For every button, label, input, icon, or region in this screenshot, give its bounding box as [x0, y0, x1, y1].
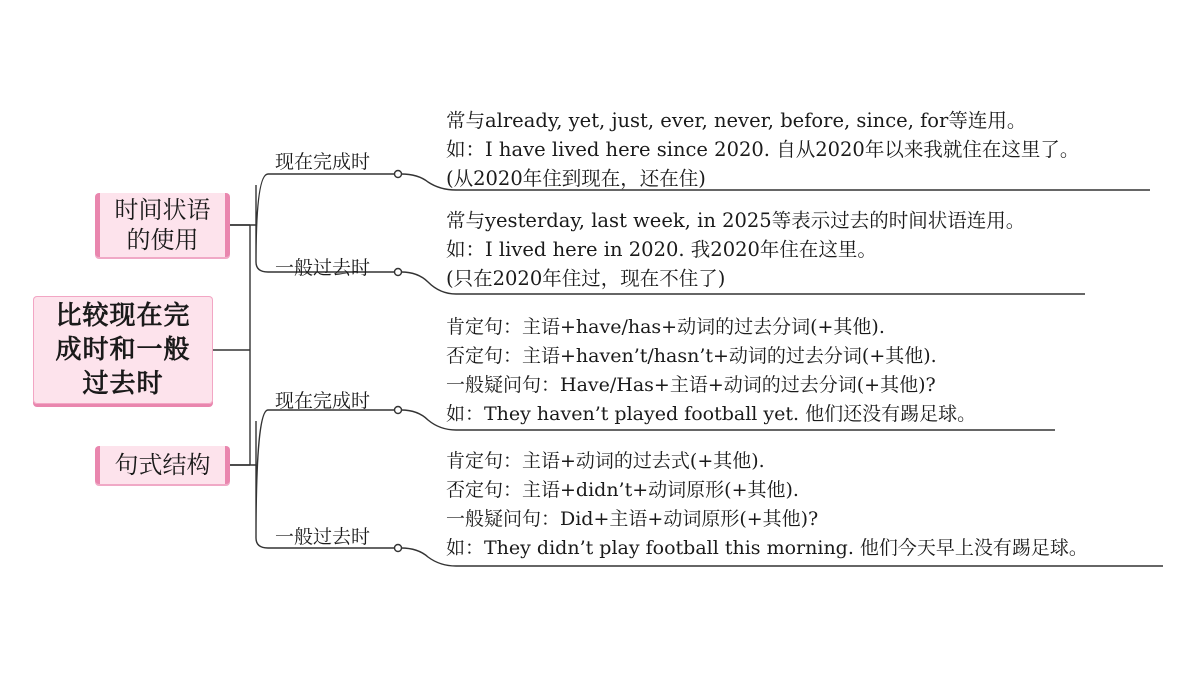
note-line: (只在2020年住过，现在不住了): [446, 267, 726, 290]
note-line: 肯定句：主语+动词的过去式(+其他).: [446, 450, 765, 472]
category-time-adverbial: [95, 193, 230, 257]
note-line: 一般疑问句：Did+主语+动词原形(+其他)?: [446, 508, 819, 530]
root-connector: [213, 225, 250, 465]
node-dot: [395, 269, 402, 276]
branch-simple-past: 一般过去时: [275, 526, 371, 548]
note-line: 否定句：主语+haven’t/hasn’t+动词的过去分词(+其他).: [446, 345, 937, 367]
branch-present-perfect: 现在完成时: [275, 151, 371, 173]
note-block: [446, 313, 976, 429]
node-dot: [395, 171, 402, 178]
note-line: 如：I lived here in 2020. 我2020年住在这里。: [446, 238, 877, 261]
note-line: 否定句：主语+didn’t+动词原形(+其他).: [446, 479, 799, 501]
branch-present-perfect: 现在完成时: [275, 390, 371, 412]
category-sentence-structure: [95, 446, 230, 484]
root-line: 成时和一般: [55, 335, 191, 365]
node-dot: [395, 407, 402, 414]
note-line: 如：They haven’t played football yet. 他们还没有踢足球。: [446, 403, 977, 425]
note-line: 如：I have lived here since 2020. 自从2020年以来我就住在这里了。: [446, 138, 1080, 161]
category-line: 的使用: [126, 226, 199, 254]
note-line: 肯定句：主语+have/has+动词的过去分词(+其他).: [446, 316, 885, 338]
note-line: 常与already, yet, just, ever, never, before, since, for等连用。: [446, 109, 1027, 132]
note-block: [446, 106, 1079, 193]
node-dot: [395, 545, 402, 552]
root-line: 过去时: [82, 369, 164, 399]
branch-simple-past: 一般过去时: [275, 257, 371, 279]
note-line: 一般疑问句：Have/Has+主语+动词的过去分词(+其他)?: [446, 374, 936, 396]
root-line: 比较现在完: [55, 301, 191, 331]
note-line: (从2020年住到现在，还在住): [446, 167, 706, 190]
root-topic: [33, 296, 213, 404]
note-block: [446, 447, 1088, 563]
category-line: 时间状语: [114, 196, 211, 224]
category-line: 句式结构: [114, 451, 211, 479]
note-line: 常与yesterday, last week, in 2025等表示过去的时间状语连用。: [446, 209, 1026, 232]
note-line: 如：They didn’t play football this morning. 他们今天早上没有踢足球。: [446, 537, 1088, 559]
note-block: [446, 206, 1025, 293]
